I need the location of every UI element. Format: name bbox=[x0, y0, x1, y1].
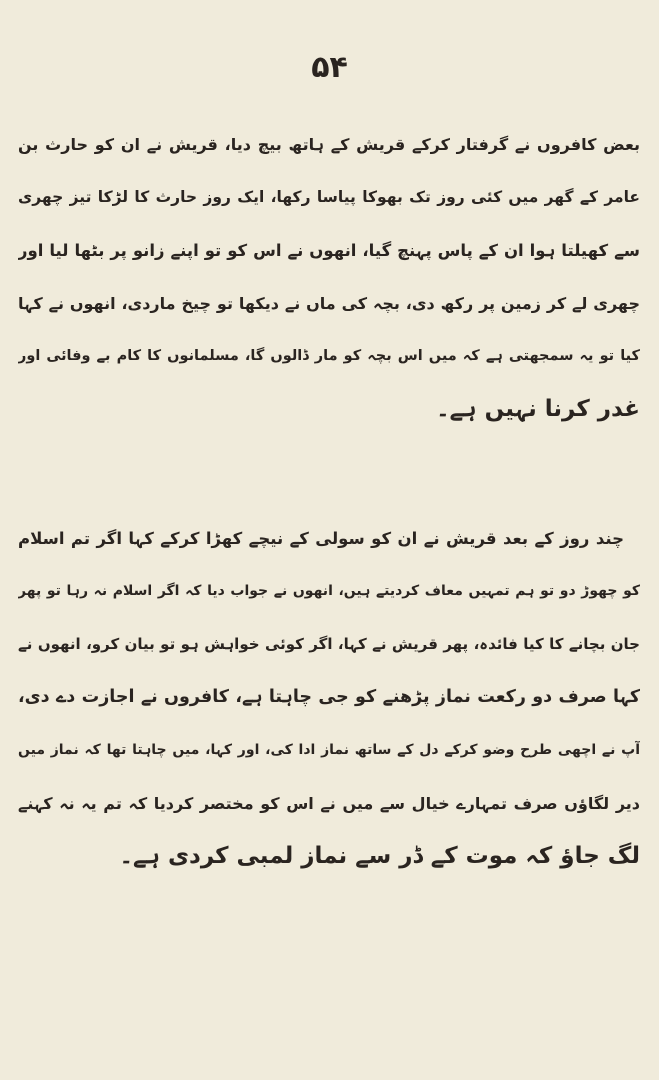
text-line: کہا صرف دو رکعت نماز پڑھنے کو جی چاہتا ہے، کافروں نے اجازت دے دی، bbox=[18, 687, 640, 707]
text-line: بعض کافروں نے گرفتار کرکے قریش کے ہاتھ بیچ دیا، قریش نے ان کو حارث بن bbox=[18, 135, 640, 154]
text-line: لگ جاؤ کہ موت کے ڈر سے نماز لمبی کردی ہے۔ bbox=[119, 843, 640, 869]
page-number: ۵۴ bbox=[311, 50, 348, 85]
text-line: سے کھیلتا ہوا ان کے پاس پہنچ گیا، انھوں نے اس کو تو اپنے زانو پر بٹھا لیا اور bbox=[18, 241, 640, 260]
paragraph-1 bbox=[18, 118, 640, 436]
text-line: چند روز کے بعد قریش نے ان کو سولی کے نیچے کھڑا کرکے کہا اگر تم اسلام bbox=[18, 529, 624, 548]
text-line: جان بچانے کا کیا فائدہ، پھر قریش نے کہا، اگر کوئی خواہش ہو تو بیان کرو، انھوں نے bbox=[18, 635, 640, 653]
text-line: غدر کرنا نہیں ہے۔ bbox=[436, 396, 640, 422]
paragraph-2 bbox=[18, 512, 640, 883]
text-line: آپ نے اچھی طرح وضو کرکے دل کے ساتھ نماز ادا کی، اور کہا، میں چاہتا تھا کہ نماز میں bbox=[18, 742, 640, 758]
text-line: چھری لے کر زمین پر رکھ دی، بچہ کی ماں نے دیکھا تو چیخ ماردی، انھوں نے کہا bbox=[18, 294, 640, 313]
text-line: کیا تو یہ سمجھتی ہے کہ میں اس بچہ کو مار ڈالوں گا، مسلمانوں کا کام بے وفائی اور bbox=[18, 348, 640, 364]
text-line: عامر کے گھر میں کئی روز تک بھوکا پیاسا رکھا، ایک روز حارث کا لڑکا تیز چھری bbox=[18, 188, 640, 206]
text-line: کو چھوڑ دو تو ہم تمہیں معاف کردیتے ہیں، انھوں نے جواب دیا کہ اگر اسلام نہ رہا تو پھر bbox=[18, 583, 640, 599]
text-line: دیر لگاؤں صرف تمہارے خیال سے میں نے اس کو مختصر کردیا کہ تم یہ نہ کہنے bbox=[18, 794, 640, 813]
